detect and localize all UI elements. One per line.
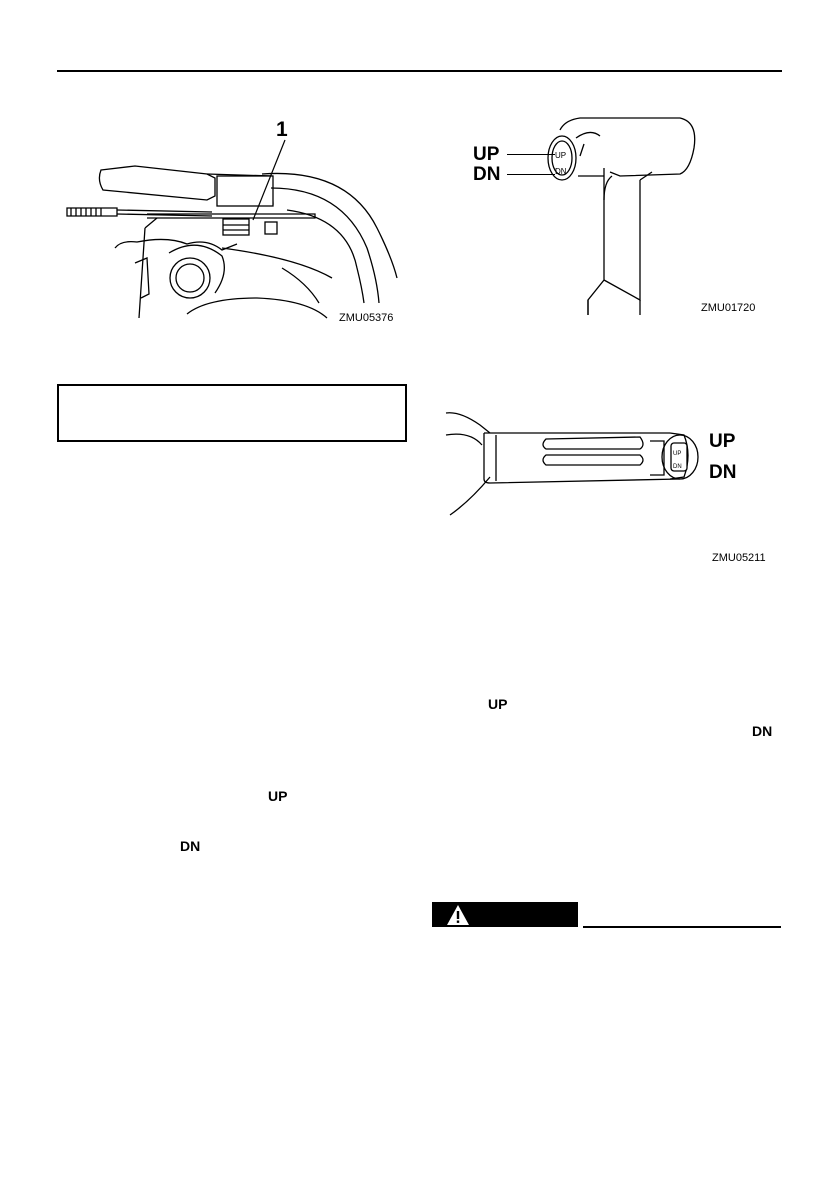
label-dn: DN — [473, 164, 501, 185]
leader-up — [507, 154, 555, 155]
leader-dn — [507, 174, 555, 175]
figure-tiller-handle — [540, 110, 700, 322]
figure-code: ZMU01720 — [701, 302, 756, 314]
inline-dn-symbol: DN — [752, 723, 773, 739]
label-dn: DN — [709, 462, 737, 483]
warning-rule — [583, 926, 781, 928]
figure-handle-grip — [440, 405, 705, 520]
figure-code: ZMU05211 — [712, 552, 766, 564]
switch-up-text: UP — [673, 451, 682, 457]
tiller-handle-drawing — [540, 110, 700, 322]
switch-up-text: UP — [555, 151, 567, 160]
label-up: UP — [473, 144, 500, 165]
switch-dn-text: DN — [555, 167, 567, 176]
header-rule — [57, 70, 782, 72]
figure-code: ZMU05376 — [339, 312, 394, 324]
callout-number-1: 1 — [276, 118, 288, 141]
inline-dn-symbol: DN — [180, 838, 201, 854]
inline-up-symbol: UP — [488, 696, 508, 712]
warning-banner — [432, 902, 578, 927]
warning-triangle-icon — [446, 904, 470, 926]
note-box — [57, 384, 407, 442]
inline-up-symbol: UP — [268, 788, 288, 804]
figure-throttle-bracket — [57, 118, 412, 328]
handle-grip-drawing — [440, 405, 705, 520]
switch-dn-text: DN — [673, 464, 682, 470]
throttle-bracket-drawing — [57, 118, 412, 328]
label-up: UP — [709, 431, 736, 452]
